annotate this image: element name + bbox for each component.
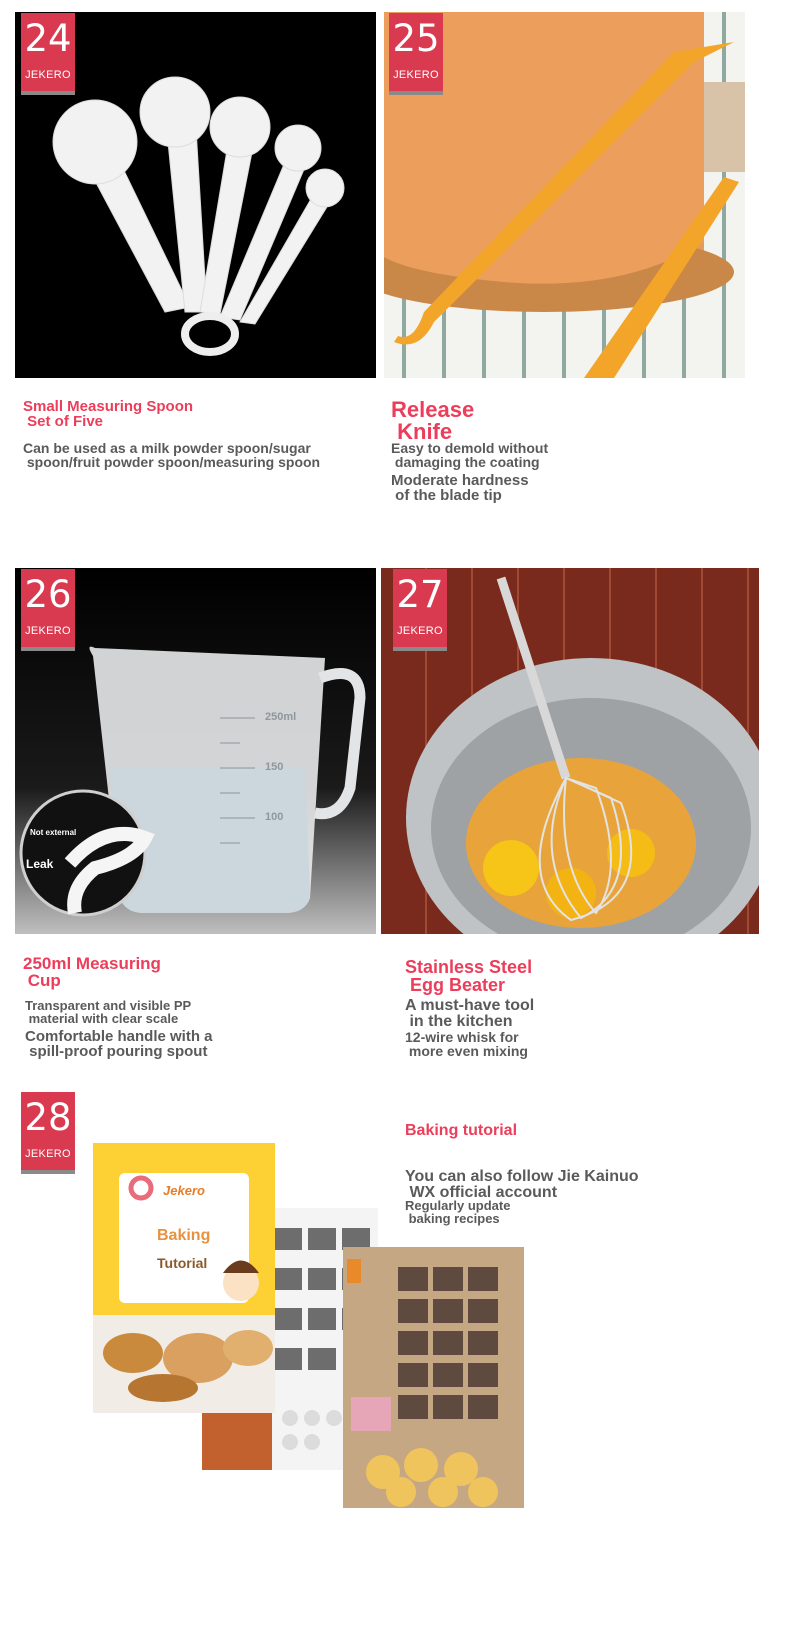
tutorial-book-cover <box>93 1143 275 1413</box>
item-title: Release Knife <box>391 397 475 444</box>
brand-label: JEKERO <box>397 625 443 637</box>
item-number-badge <box>21 569 75 651</box>
item-number: 24 <box>24 17 72 60</box>
brand-label: JEKERO <box>25 69 71 81</box>
tutorial-recipe-page <box>343 1247 524 1508</box>
item-number-badge <box>393 569 447 651</box>
item-description-2: Comfortable handle with a spill-proof pouring spout <box>25 1028 213 1060</box>
item-description: You can also follow Jie Kainuo WX official account <box>405 1168 639 1201</box>
brand-label: JEKERO <box>25 1148 71 1160</box>
item-description: Easy to demold without damaging the coating <box>391 440 549 470</box>
item-title: 250ml Measuring Cup <box>23 954 161 990</box>
item-number-badge <box>389 13 443 95</box>
item-number: 27 <box>396 573 444 616</box>
item-title: Stainless Steel Egg Beater <box>405 957 533 995</box>
brand-label: JEKERO <box>25 625 71 637</box>
item-title: Small Measuring Spoon Set of Five <box>23 398 194 430</box>
item-description-2: 12-wire whisk for more even mixing <box>405 1029 528 1059</box>
cover-word-baking: Baking <box>157 1227 211 1244</box>
scale-mark: 250ml <box>265 711 297 723</box>
item-number: 28 <box>24 1096 72 1139</box>
inset-label: Not external <box>30 828 77 837</box>
item-number: 26 <box>24 573 72 616</box>
item-description: Can be used as a milk powder spoon/sugar spoon/fruit powder spoon/measuring spoon <box>23 440 321 470</box>
brand-logo: Jekero <box>163 1183 205 1198</box>
inset-label: Leak <box>26 857 54 871</box>
item-number-badge <box>21 1092 75 1174</box>
scale-mark: 100 <box>265 811 284 823</box>
item-description-2: Regularly update baking recipes <box>405 1198 511 1226</box>
item-description: A must-have tool in the kitchen <box>405 997 535 1030</box>
item-number-badge <box>21 13 75 95</box>
brand-label: JEKERO <box>393 69 439 81</box>
scale-mark: 150 <box>265 761 284 773</box>
cover-word-tutorial: Tutorial <box>157 1255 208 1271</box>
item-number: 25 <box>392 17 440 60</box>
cover-art <box>93 1143 275 1413</box>
item-title: Baking tutorial <box>405 1122 518 1139</box>
item-description: Transparent and visible PP material with clear scale <box>25 998 192 1026</box>
recipe-page-illustration <box>343 1247 524 1508</box>
item-description-2: Moderate hardness of the blade tip <box>391 472 529 504</box>
